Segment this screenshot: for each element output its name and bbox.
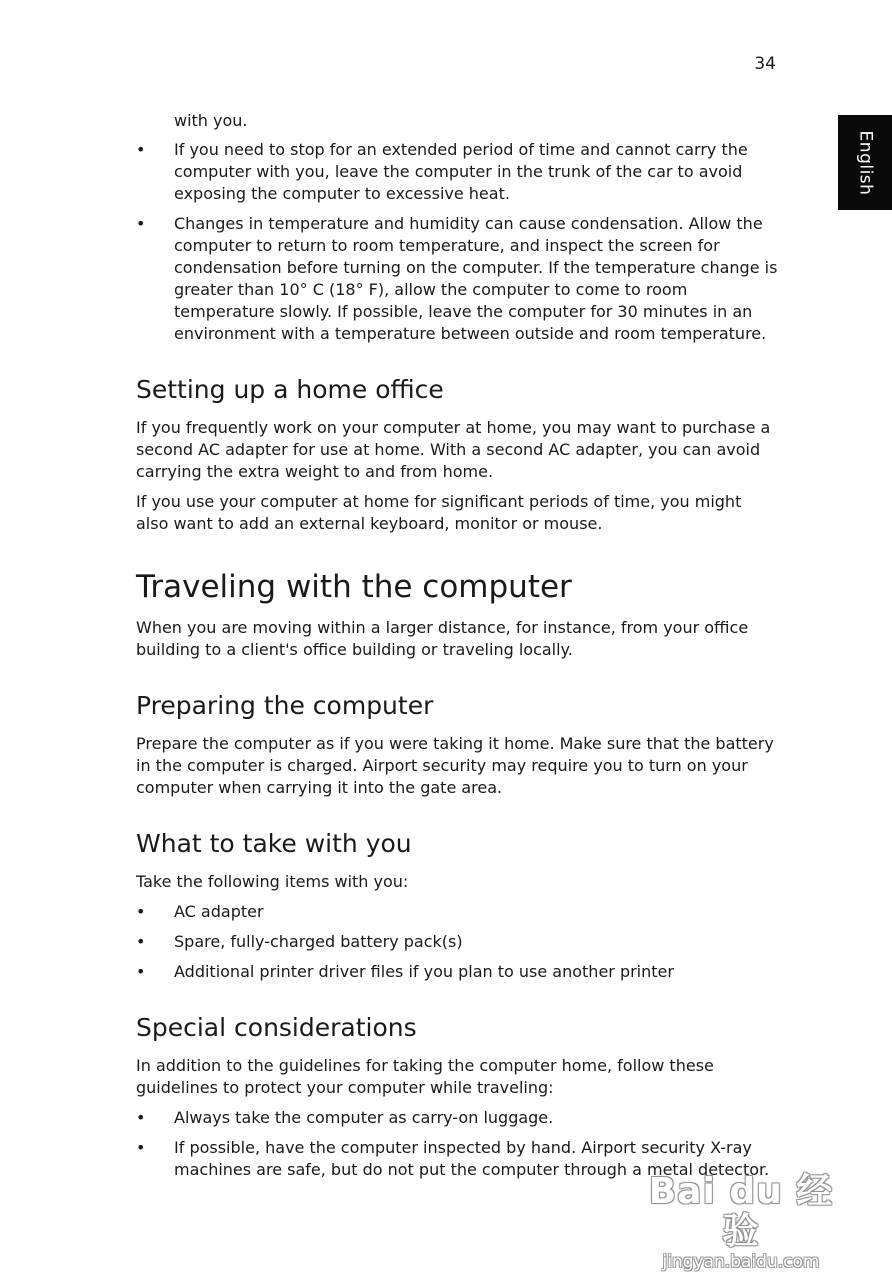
bullet-icon: • <box>136 902 146 921</box>
bullet-icon: • <box>136 932 146 951</box>
language-tab <box>838 115 892 210</box>
list-item-text: If possible, have the computer inspected by hand. Airport security X-ray machines are safe, but do not put the computer through a metal detector. <box>174 1138 770 1179</box>
list-item <box>136 1137 778 1181</box>
list-item-text: If you need to stop for an extended period of time and cannot carry the computer with you, leave the computer in the trunk of the car to avoid exposing the computer to excessive heat. <box>174 140 748 203</box>
what-to-take-list <box>136 901 778 983</box>
continued-text: with you. <box>174 111 248 130</box>
bullet-icon: • <box>136 1108 146 1127</box>
list-item-text: Spare, fully-charged battery pack(s) <box>174 932 463 951</box>
bullet-icon: • <box>136 962 146 981</box>
paragraph: In addition to the guidelines for taking the computer home, follow these guidelines to protect your computer while traveling: <box>136 1056 714 1097</box>
paragraph: If you frequently work on your computer at home, you may want to purchase a second AC adapter for use at home. With a second AC adapter, you can avoid carrying the extra weight to and from home. <box>136 418 771 481</box>
special-considerations-list <box>136 1107 778 1181</box>
list-item-text: Always take the computer as carry-on luggage. <box>174 1108 554 1127</box>
section-heading-home-office: Setting up a home office <box>136 375 444 404</box>
page-number: 34 <box>754 54 776 74</box>
list-item-text: AC adapter <box>174 902 264 921</box>
section-heading-special: Special considerations <box>136 1013 417 1042</box>
paragraph: When you are moving within a larger distance, for instance, from your office building to a client's office building or traveling locally. <box>136 618 749 659</box>
list-item <box>136 139 778 205</box>
list-item <box>136 213 778 345</box>
bullet-icon: • <box>136 214 146 233</box>
intro-bullet-list <box>136 139 778 345</box>
bullet-icon: • <box>136 1138 146 1157</box>
paragraph: If you use your computer at home for significant periods of time, you might also want to add an external keyboard, monitor or mouse. <box>136 492 742 533</box>
watermark-url: jingyan.baidu.com <box>662 1252 820 1272</box>
list-item-text: Additional printer driver files if you plan to use another printer <box>174 962 674 981</box>
list-item <box>136 961 778 983</box>
list-item <box>136 931 778 953</box>
chapter-heading-traveling: Traveling with the computer <box>136 569 572 605</box>
bullet-icon: • <box>136 140 146 159</box>
paragraph: Take the following items with you: <box>136 872 409 891</box>
language-tab-label: English <box>855 130 876 195</box>
list-item <box>136 1107 778 1129</box>
list-item-text: Changes in temperature and humidity can cause condensation. Allow the computer to return to room temperature, and inspect the screen for condensation before turning on the computer. If the temperature change is greater than 10° C (18° F), allow the computer to come to room temperature slowly. If possible, leave the computer for 30 minutes in an environment with a temperature between outside and room temperature. <box>174 214 778 343</box>
watermark-logo: Bai du 经验 <box>648 1171 834 1252</box>
section-heading-what-to-take: What to take with you <box>136 829 412 858</box>
list-item <box>136 901 778 923</box>
page-content <box>136 110 778 1189</box>
section-heading-preparing: Preparing the computer <box>136 691 434 720</box>
paragraph: Prepare the computer as if you were taking it home. Make sure that the battery in the computer is charged. Airport security may require you to turn on your computer when carrying it into the gate area. <box>136 734 774 797</box>
